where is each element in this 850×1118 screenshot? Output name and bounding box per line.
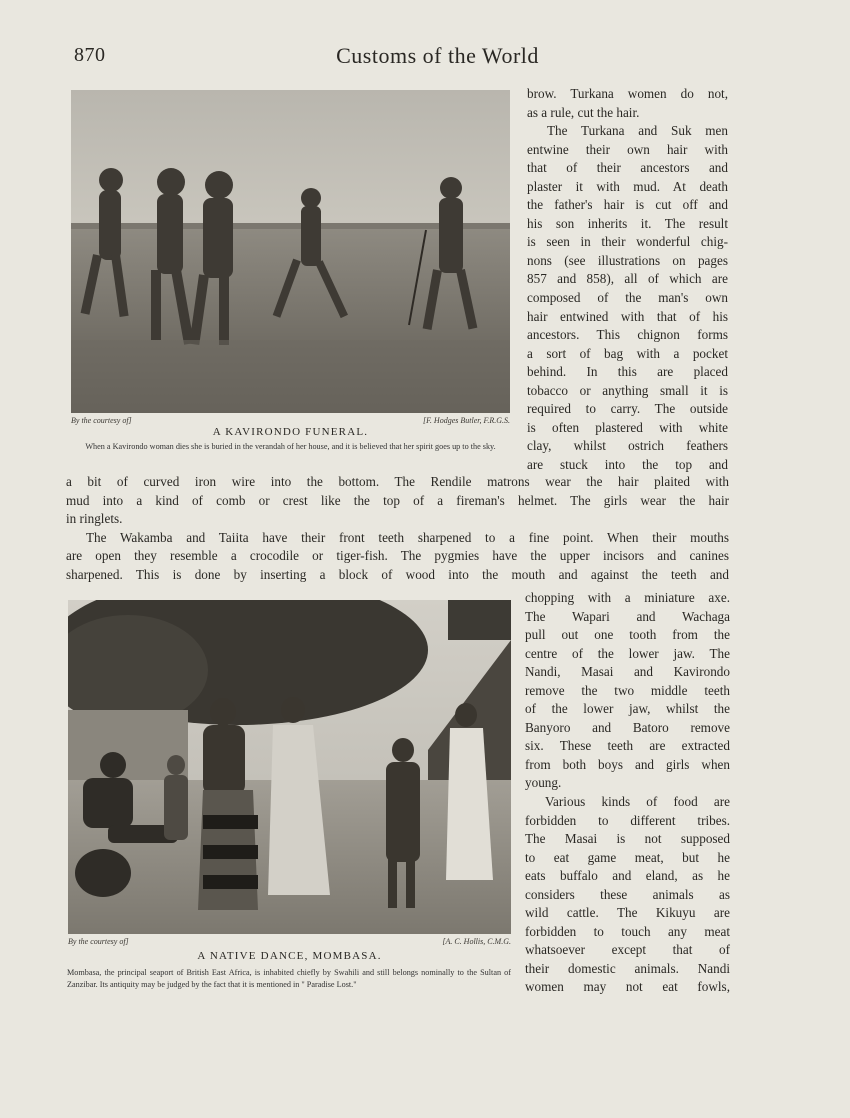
- text-line: remove the two middle teeth: [525, 682, 730, 698]
- text-line: considers these animals as: [525, 886, 730, 902]
- text-line: six. These teeth are extracted: [525, 738, 730, 754]
- text-line: The Wapari and Wachaga: [525, 608, 730, 624]
- text-line: whatsoever except that of: [525, 942, 730, 958]
- text-line: clay, whilst ostrich feathers: [527, 438, 728, 454]
- text-line: are stuck into the top and: [527, 456, 728, 472]
- column-text-upper: [527, 85, 728, 474]
- text-line: women may not eat fowls,: [525, 979, 730, 995]
- text-line: is often plastered with white: [527, 419, 728, 435]
- text-line: Various kinds of food are: [545, 794, 730, 810]
- text-line: chopping with a miniature axe.: [525, 590, 730, 605]
- figure2-caption-text: Mombasa, the principal seaport of British East Africa, is inhabited chiefly by Swahili and still belongs nominally to the Sultan of Zanzibar. Its antiquity may be judged by the fact that it is mentioned in " Paradise Lost.": [67, 968, 511, 989]
- text-line: is seen in their wonderful chig-: [527, 234, 728, 250]
- text-line: nons (see illustrations on pages: [527, 252, 728, 268]
- text-line: their domestic animals. Nandi: [525, 960, 730, 976]
- text-line: The Turkana and Suk men: [547, 123, 728, 139]
- text-line: 857 and 858), all of which are: [527, 271, 728, 287]
- figure1-caption-title: A KAVIRONDO FUNERAL.: [212, 426, 369, 438]
- text-line: the father's hair is cut off and: [527, 197, 728, 213]
- text-line: that of their ancestors and: [527, 160, 728, 176]
- native-dance-mombasa-photo: [68, 600, 511, 934]
- figure1-credit-right: [F. Hodges Butler, F.R.G.S.: [422, 416, 510, 425]
- text-line: young.: [525, 775, 562, 791]
- figure2-caption-title: A NATIVE DANCE, MOMBASA.: [197, 950, 382, 962]
- text-line: of the lower jaw, whilst the: [525, 701, 730, 717]
- text-line: plaster it with mud. At death: [527, 178, 728, 194]
- text-line: entwine their own hair with: [527, 141, 728, 157]
- text-line: forbidden to touch any meat: [525, 923, 730, 939]
- text-line: Nandi, Masai and Kavirondo: [525, 664, 730, 680]
- kavirondo-funeral-photo: [71, 90, 510, 413]
- text-line: mud into a kind of comb or crest like the top of a fireman's helmet. The girls wear the hair: [66, 492, 729, 508]
- text-line: The Masai is not supposed: [525, 831, 730, 847]
- text-line: a sort of bag with a pocket: [527, 345, 728, 361]
- text-line: Banyoro and Batoro remove: [525, 719, 730, 735]
- text-line: composed of the man's own: [527, 290, 728, 306]
- figure2-credit-left: By the courtesy of]: [68, 937, 129, 946]
- text-line: behind. In this are placed: [527, 364, 728, 380]
- text-line: a bit of curved iron wire into the bottom. The Rendile matrons wear the hair plaited with: [66, 474, 729, 489]
- text-line: are open they resemble a crocodile or tiger-fish. The pygmies have the upper incisors and canines: [66, 548, 729, 564]
- text-line: eats buffalo and eland, as he: [525, 868, 730, 884]
- text-line: brow. Turkana women do not,: [527, 86, 728, 101]
- text-line: forbidden to different tribes.: [525, 812, 730, 828]
- text-line: from both boys and girls when: [525, 756, 730, 772]
- text-line: to eat game meat, but he: [525, 849, 730, 865]
- column-text-lower: [525, 589, 730, 997]
- page-number: 870: [74, 44, 106, 66]
- text-line: tobacco or anything small it is: [527, 382, 728, 398]
- text-line: ancestors. This chignon forms: [527, 327, 728, 343]
- text-line: as a rule, cut the hair.: [527, 104, 640, 120]
- text-line: wild cattle. The Kikuyu are: [525, 905, 730, 921]
- text-line: in ringlets.: [66, 511, 123, 527]
- text-line: pull out one tooth from the: [525, 627, 730, 643]
- figure1-credit-left: By the courtesy of]: [71, 416, 132, 425]
- full-width-text: [66, 473, 729, 585]
- text-line: The Wakamba and Taiita have their front teeth sharpened to a fine point. When their mouths: [86, 529, 729, 545]
- text-line: required to carry. The outside: [527, 401, 728, 417]
- text-line: centre of the lower jaw. The: [525, 645, 730, 661]
- text-line: hair entwined with that of his: [527, 308, 728, 324]
- figure1-caption-text: When a Kavirondo woman dies she is buried in the verandah of her house, and it is believed that her spirit goes up to the sky.: [85, 442, 496, 451]
- figure2-credit-right: [A. C. Hollis, C.M.G.: [442, 937, 511, 946]
- running-head: Customs of the World: [336, 43, 539, 68]
- text-line: sharpened. This is done by inserting a block of wood into the mouth and against the teeth and: [66, 566, 729, 582]
- text-line: his son inherits it. The result: [527, 215, 728, 231]
